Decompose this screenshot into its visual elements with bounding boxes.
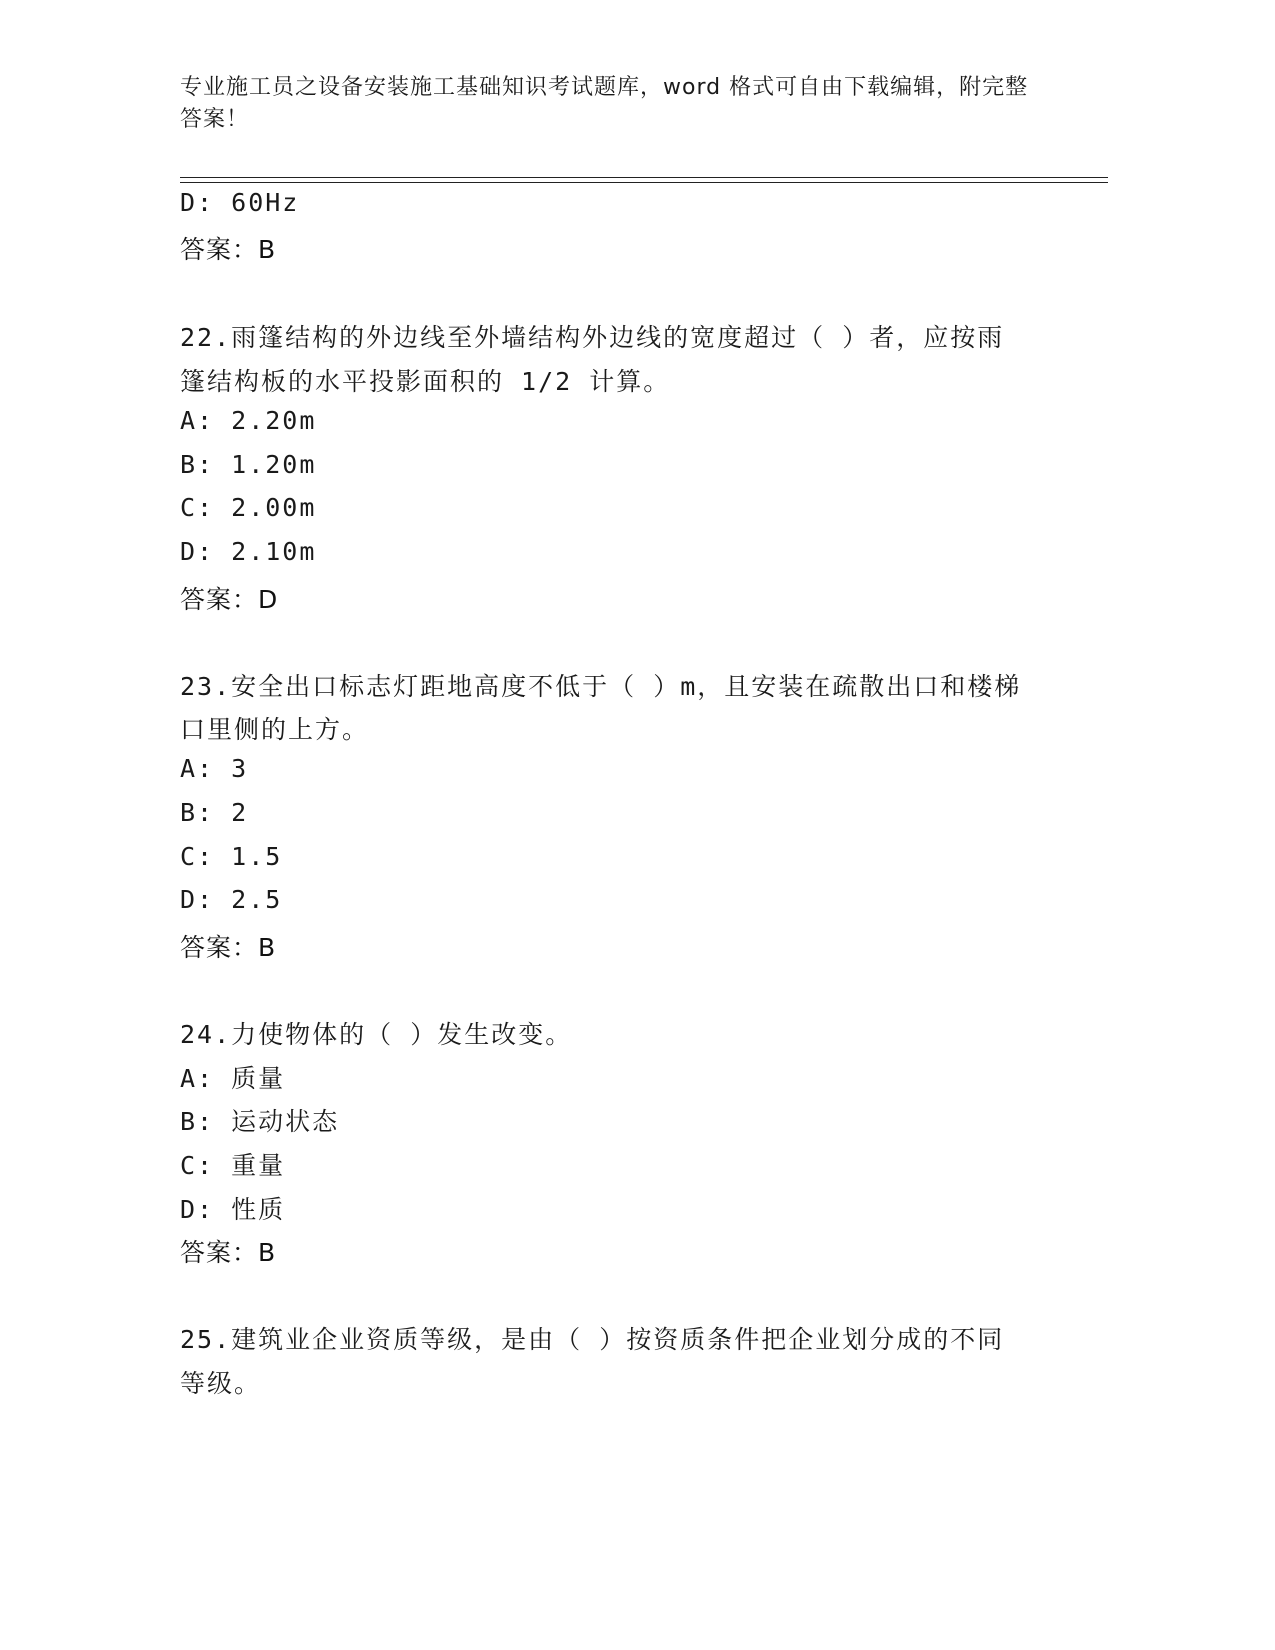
q25-text-line2: 等级。: [180, 1369, 262, 1398]
q22-option-a: A: 2.20m: [180, 406, 317, 435]
q22-option-b: B: 1.20m: [180, 450, 317, 479]
header-rule-top: [180, 177, 1108, 178]
q25-text-line1: 25.建筑业企业资质等级，是由（ ）按资质条件把企业划分成的不同: [180, 1325, 1005, 1354]
prev-option-d: D: 60Hz: [180, 188, 300, 217]
q24-answer: 答案：B: [180, 1238, 277, 1267]
q24-text-line1: 24.力使物体的（ ）发生改变。: [180, 1020, 573, 1049]
q23-text-line1: 23.安全出口标志灯距地高度不低于（ ）m，且安装在疏散出口和楼梯: [180, 672, 1022, 701]
q22-option-c: C: 2.00m: [180, 493, 317, 522]
q23-option-c: C: 1.5: [180, 842, 283, 871]
header-rule-bottom: [180, 182, 1108, 183]
q22-text-line1: 22.雨篷结构的外边线至外墙结构外边线的宽度超过（ ）者，应按雨: [180, 323, 1005, 352]
q23-option-a: A: 3: [180, 754, 249, 783]
q23-answer: 答案：B: [180, 933, 277, 962]
q22-answer: 答案：D: [180, 585, 279, 614]
q23-option-d: D: 2.5: [180, 885, 283, 914]
q22-option-d: D: 2.10m: [180, 537, 317, 566]
prev-answer: 答案：B: [180, 235, 277, 264]
q22-text-line2: 篷结构板的水平投影面积的 1/2 计算。: [180, 367, 671, 396]
page-header: 专业施工员之设备安装施工基础知识考试题库，word 格式可自由下载编辑，附完整答案！: [180, 75, 1029, 132]
q24-option-c: C: 重量: [180, 1151, 286, 1180]
q23-text-line2: 口里侧的上方。: [180, 715, 370, 744]
q24-option-a: A: 质量: [180, 1064, 286, 1093]
q24-option-d: D: 性质: [180, 1195, 286, 1224]
q24-option-b: B: 运动状态: [180, 1107, 340, 1136]
q23-option-b: B: 2: [180, 798, 249, 827]
